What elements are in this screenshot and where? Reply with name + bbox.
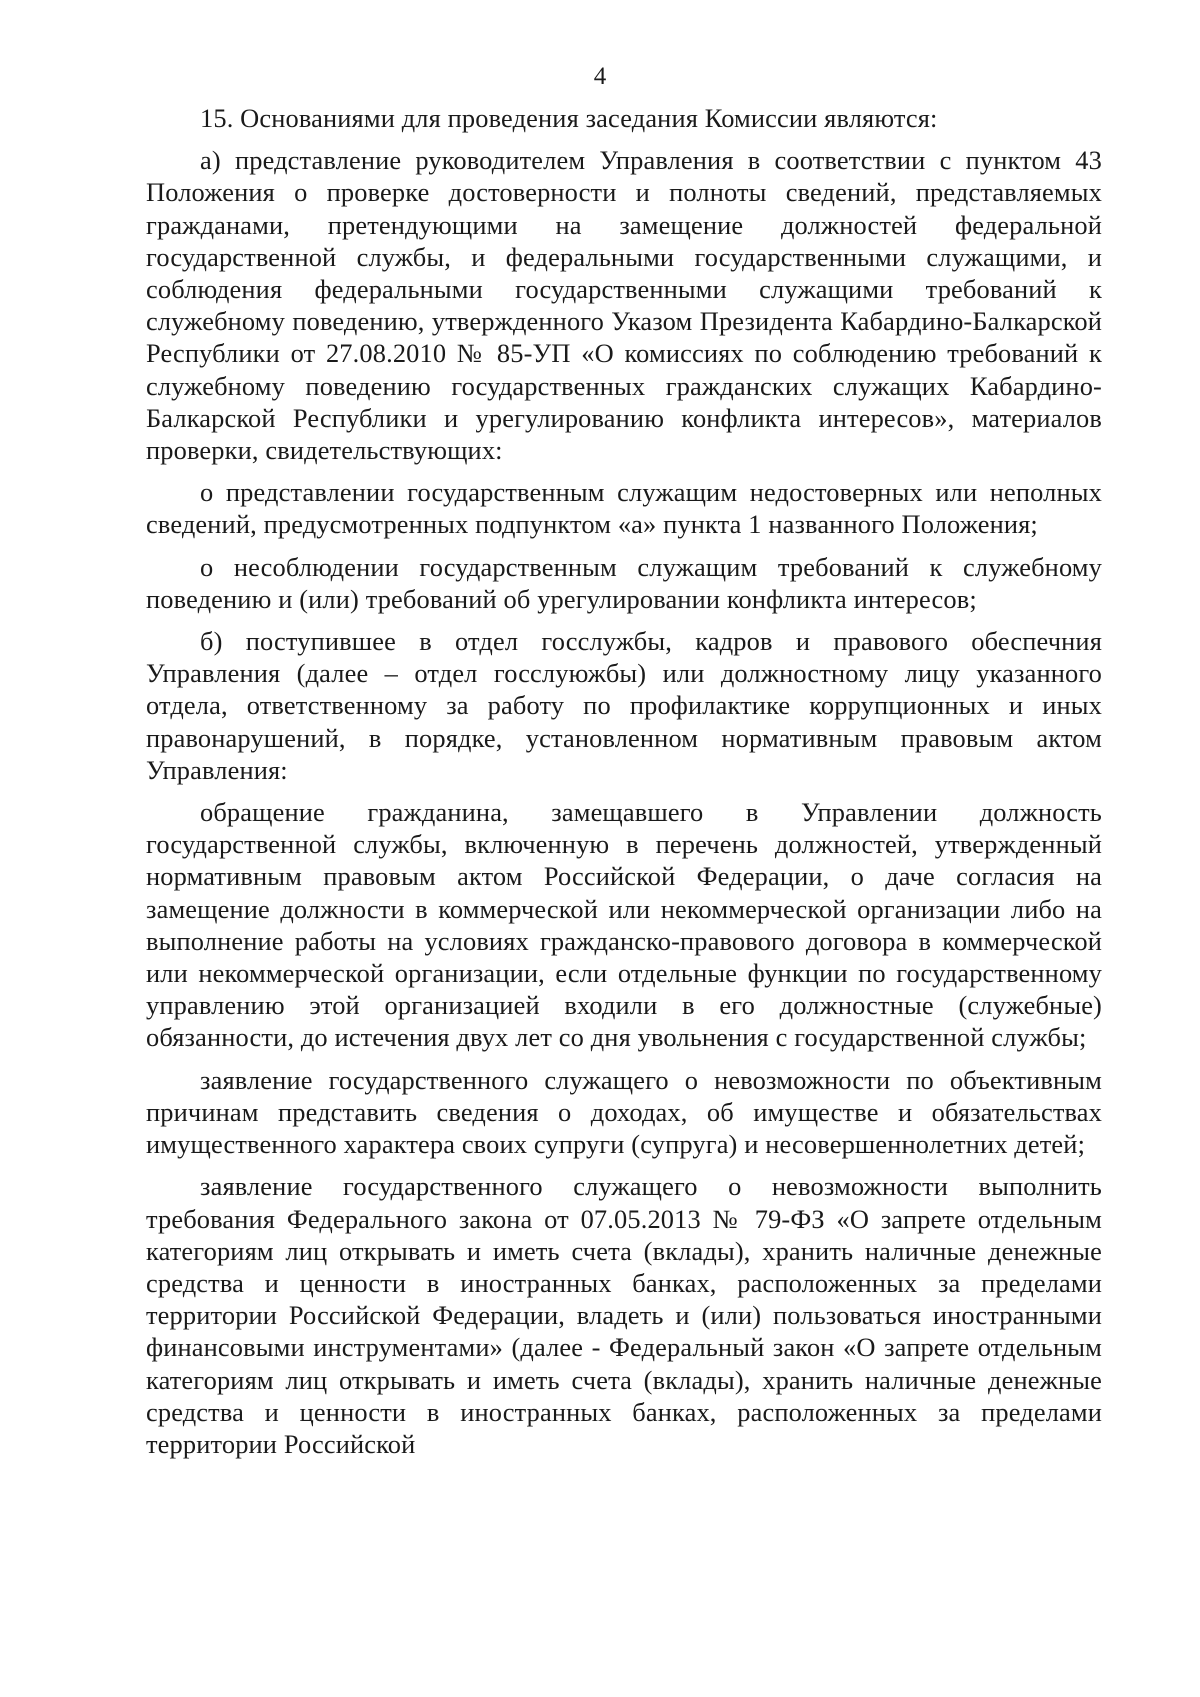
page-number: 4 (593, 63, 607, 90)
paragraph-b-received: б) поступившее в отдел госслужбы, кадров и правового обеспечния Управления (далее – отдел госслуюжбы) или должностному лицу указанного отдела, ответственному за работу по профилактике коррупционных и иных правонарушений, в порядке, установленном нормативным правовым актом Управления: (146, 626, 1102, 785)
document-body (146, 102, 1102, 1470)
paragraph-noncompliance: о несоблюдении государственным служащим требований к служебному поведению и (или) требований об урегулировании конфликта интересов; (146, 551, 1102, 614)
paragraph-citizen-appeal: обращение гражданина, замещавшего в Управлении должность государственной службы, включенную в перечень должностей, утвержденный нормативным правовым актом Российской Федерации, о даче согласия на замещение должности в коммерческой или некоммерческой организации либо на выполнение работы на условиях гражданско-правового договора в коммерческой или некоммерческой организации, если отдельные функции по государственному управлению этой организацией входили в его должностные (служебные) обязанности, до истечения двух лет со дня увольнения с государственной службы; (146, 797, 1102, 1053)
paragraph-a-submission: а) представление руководителем Управления в соответствии с пунктом 43 Положения о проверке достоверности и полноты сведений, представляемых гражданами, претендующими на замещение должностей федеральной государственной службы, и федеральными государственными служащими, и соблюдения федеральными государственными служащими требований к служебному поведению, утвержденного Указом Президента Кабардино-Балкарской Республики от 27.08.2010 № 85-УП «О комиссиях по соблюдению требований к служебному поведению государственных гражданских служащих Кабардино-Балкарской Республики и урегулированию конфликта интересов», материалов проверки, свидетельствующих: (146, 145, 1102, 466)
paragraph-income-statement: заявление государственного служащего о невозможности по объективным причинам представить сведения о доходах, об имуществе и обязательствах имущественного характера своих супруги (супруга) и несовершеннолетних детей; (146, 1064, 1102, 1160)
paragraph-federal-law-statement: заявление государственного служащего о невозможности выполнить требования Федерального закона от 07.05.2013 № 79-ФЗ «О запрете отдельным категориям лиц открывать и иметь счета (вклады), хранить наличные денежные средства и ценности в иностранных банках, расположенных за пределами территории Российской Федерации, владеть и (или) пользоваться иностранными финансовыми инструментами» (далее - Федеральный закон «О запрете отдельным категориям лиц открывать и иметь счета (вклады), хранить наличные денежные средства и ценности в иностранных банках, расположенных за пределами территории Российской (146, 1171, 1102, 1459)
paragraph-unreliable-info: о представлении государственным служащим недостоверных или неполных сведений, предусмотренных подпунктом «а» пункта 1 названного Положения; (146, 477, 1102, 540)
paragraph-15-heading: 15. Основаниями для проведения заседания Комиссии являются: (200, 103, 938, 133)
